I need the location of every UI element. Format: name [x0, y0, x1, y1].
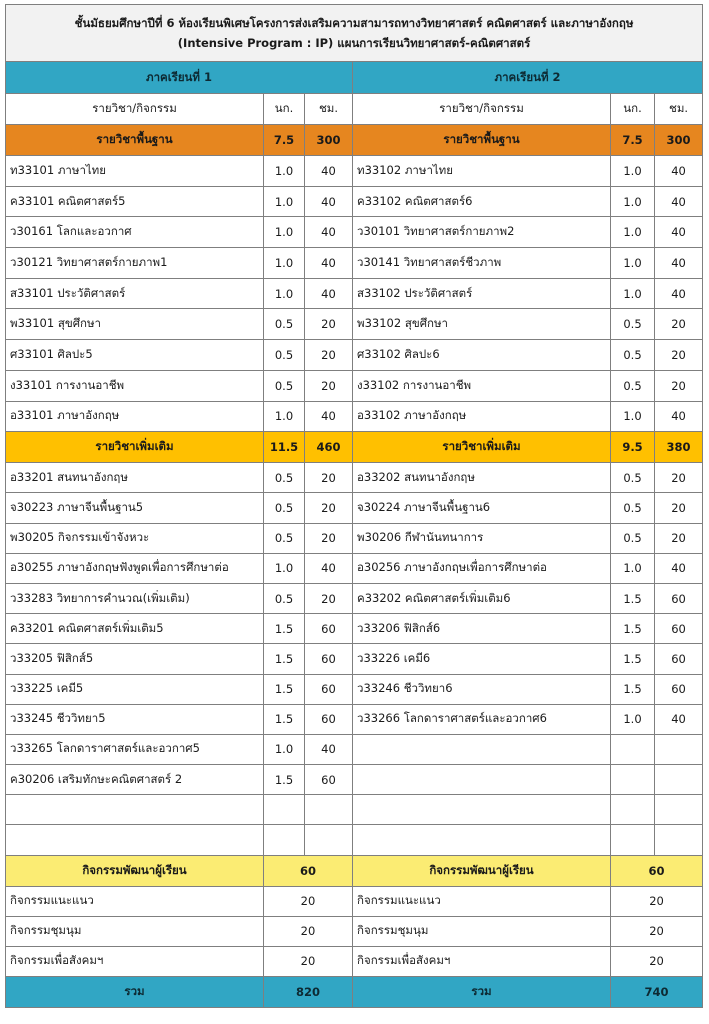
subject-credit: 1.0 — [264, 401, 305, 432]
total-label: รวม — [6, 976, 264, 1007]
extra-subject-row — [6, 795, 703, 825]
total-label: รวม — [353, 976, 611, 1007]
col-hours-header: ชม. — [305, 94, 353, 125]
subject-hours: 40 — [305, 553, 353, 583]
subject-credit — [611, 765, 655, 795]
subject-credit: 1.5 — [264, 674, 305, 704]
subject-credit: 0.5 — [611, 340, 655, 371]
subject-hours: 40 — [655, 217, 703, 248]
subject-credit: 0.5 — [264, 523, 305, 553]
subject-credit — [611, 734, 655, 764]
subject-hours: 20 — [655, 309, 703, 340]
subject-hours: 20 — [655, 463, 703, 493]
subject-hours: 60 — [305, 614, 353, 644]
column-header-row — [6, 94, 703, 125]
activities-category-hours: 60 — [611, 855, 703, 886]
subject-credit: 1.0 — [611, 278, 655, 309]
subject-name — [353, 795, 611, 825]
activity-row — [6, 916, 703, 946]
subject-name: ว33225 เคมี5 — [6, 674, 264, 704]
extra-category-hours: 380 — [655, 432, 703, 463]
subject-name: ว33205 ฟิสิกส์5 — [6, 644, 264, 674]
activity-hours: 20 — [611, 946, 703, 976]
basic-category-credit: 7.5 — [264, 125, 305, 156]
semester-label: ภาคเรียนที่ 2 — [353, 62, 703, 94]
activity-hours: 20 — [264, 886, 353, 916]
basic-subject-row — [6, 370, 703, 401]
activities-category-label: กิจกรรมพัฒนาผู้เรียน — [6, 855, 264, 886]
activity-name: กิจกรรมเพื่อสังคมฯ — [353, 946, 611, 976]
subject-name: ว33206 ฟิสิกส์6 — [353, 614, 611, 644]
subject-hours — [305, 795, 353, 825]
subject-credit: 1.0 — [611, 401, 655, 432]
activity-name: กิจกรรมแนะแนว — [6, 886, 264, 916]
subject-name: ว33226 เคมี6 — [353, 644, 611, 674]
basic-subject-row — [6, 278, 703, 309]
subject-hours: 60 — [655, 674, 703, 704]
subject-hours: 60 — [655, 583, 703, 613]
subject-credit: 1.0 — [611, 156, 655, 187]
subject-credit: 1.0 — [264, 156, 305, 187]
activities-category-hours: 60 — [264, 855, 353, 886]
subject-credit: 0.5 — [264, 370, 305, 401]
subject-hours: 20 — [305, 463, 353, 493]
subject-hours: 20 — [305, 523, 353, 553]
subject-hours: 40 — [655, 553, 703, 583]
extra-subject-row — [6, 765, 703, 795]
subject-hours: 40 — [305, 156, 353, 187]
subject-hours: 60 — [305, 704, 353, 734]
subject-name — [353, 765, 611, 795]
subject-name — [353, 825, 611, 855]
subject-hours: 60 — [655, 614, 703, 644]
extra-subject-row — [6, 674, 703, 704]
col-credit-header: นก. — [264, 94, 305, 125]
subject-name: ค33201 คณิตศาสตร์เพิ่มเติม5 — [6, 614, 264, 644]
col-hours-header: ชม. — [655, 94, 703, 125]
activity-hours: 20 — [611, 916, 703, 946]
subject-hours: 40 — [655, 248, 703, 279]
subject-hours: 40 — [655, 704, 703, 734]
activities-category-label: กิจกรรมพัฒนาผู้เรียน — [353, 855, 611, 886]
title-line-1: ชั้นมัธยมศึกษาปีที่ 6 ห้องเรียนพิเศษโครงการส่งเสริมความสามารถทางวิทยาศาสตร์ คณิตศาสตร์ และภาษาอังกฤษ — [74, 16, 634, 30]
subject-name: ส33101 ประวัติศาสตร์ — [6, 278, 264, 309]
extra-subject-row — [6, 553, 703, 583]
subject-credit: 1.0 — [264, 734, 305, 764]
subject-hours: 40 — [655, 401, 703, 432]
activity-hours: 20 — [264, 916, 353, 946]
subject-hours: 40 — [655, 156, 703, 187]
subject-credit: 1.0 — [611, 553, 655, 583]
col-subject-header: รายวิชา/กิจกรรม — [353, 94, 611, 125]
subject-name: ค33102 คณิตศาสตร์6 — [353, 186, 611, 217]
subject-hours: 40 — [305, 217, 353, 248]
extra-category-credit: 9.5 — [611, 432, 655, 463]
curriculum-table — [5, 4, 703, 1008]
activity-name: กิจกรรมชุมนุม — [353, 916, 611, 946]
semester-header-row — [6, 62, 703, 94]
subject-hours — [655, 795, 703, 825]
subject-credit: 1.5 — [264, 644, 305, 674]
subject-name — [6, 825, 264, 855]
subject-hours — [655, 825, 703, 855]
extra-category-label: รายวิชาเพิ่มเติม — [353, 432, 611, 463]
col-subject-header: รายวิชา/กิจกรรม — [6, 94, 264, 125]
basic-category-row — [6, 125, 703, 156]
subject-name: จ30224 ภาษาจีนพื้นฐาน6 — [353, 493, 611, 523]
subject-name: ง33102 การงานอาชีพ — [353, 370, 611, 401]
extra-category-label: รายวิชาเพิ่มเติม — [6, 432, 264, 463]
subject-credit: 1.5 — [264, 765, 305, 795]
subject-credit — [264, 795, 305, 825]
subject-name: ว30121 วิทยาศาสตร์กายภาพ1 — [6, 248, 264, 279]
subject-credit: 0.5 — [611, 493, 655, 523]
subject-credit: 0.5 — [611, 370, 655, 401]
extra-subject-row — [6, 583, 703, 613]
subject-credit: 0.5 — [264, 583, 305, 613]
subject-name — [6, 795, 264, 825]
subject-name: ท33102 ภาษาไทย — [353, 156, 611, 187]
total-hours: 740 — [611, 976, 703, 1007]
subject-name: ท33101 ภาษาไทย — [6, 156, 264, 187]
activity-name: กิจกรรมชุมนุม — [6, 916, 264, 946]
subject-name: พ33102 สุขศึกษา — [353, 309, 611, 340]
subject-name: ศ33102 ศิลปะ6 — [353, 340, 611, 371]
subject-name: อ33201 สนทนาอังกฤษ — [6, 463, 264, 493]
subject-credit: 1.5 — [264, 614, 305, 644]
subject-credit: 0.5 — [264, 340, 305, 371]
subject-hours: 40 — [305, 734, 353, 764]
subject-hours: 60 — [655, 644, 703, 674]
extra-subject-row — [6, 734, 703, 764]
subject-name: พ30205 กิจกรรมเข้าจังหวะ — [6, 523, 264, 553]
total-hours: 820 — [264, 976, 353, 1007]
subject-name: อ33102 ภาษาอังกฤษ — [353, 401, 611, 432]
total-row — [6, 976, 703, 1007]
subject-hours — [305, 825, 353, 855]
activity-name: กิจกรรมเพื่อสังคมฯ — [6, 946, 264, 976]
basic-subject-row — [6, 340, 703, 371]
extra-subject-row — [6, 493, 703, 523]
basic-subject-row — [6, 309, 703, 340]
subject-name: พ30206 กีฬานันทนาการ — [353, 523, 611, 553]
subject-name: อ30255 ภาษาอังกฤษฟังพูดเพื่อการศึกษาต่อ — [6, 553, 264, 583]
basic-category-label: รายวิชาพื้นฐาน — [353, 125, 611, 156]
basic-subject-row — [6, 401, 703, 432]
subject-name: ว30101 วิทยาศาสตร์กายภาพ2 — [353, 217, 611, 248]
subject-credit: 0.5 — [264, 463, 305, 493]
subject-name: ส33102 ประวัติศาสตร์ — [353, 278, 611, 309]
subject-name: ค30206 เสริมทักษะคณิตศาสตร์ 2 — [6, 765, 264, 795]
basic-category-label: รายวิชาพื้นฐาน — [6, 125, 264, 156]
subject-name: ว33283 วิทยาการคำนวณ(เพิ่มเติม) — [6, 583, 264, 613]
subject-credit: 1.0 — [264, 217, 305, 248]
subject-hours: 20 — [305, 493, 353, 523]
subject-name: อ33101 ภาษาอังกฤษ — [6, 401, 264, 432]
subject-hours: 20 — [305, 583, 353, 613]
subject-name: ว33265 โลกดาราศาสตร์และอวกาศ5 — [6, 734, 264, 764]
basic-subject-row — [6, 186, 703, 217]
extra-subject-row — [6, 523, 703, 553]
extra-category-hours: 460 — [305, 432, 353, 463]
subject-credit: 0.5 — [611, 463, 655, 493]
title-line-2: (Intensive Program : IP) แผนการเรียนวิทยาศาสตร์-คณิตศาสตร์ — [177, 36, 531, 50]
subject-credit: 1.0 — [264, 278, 305, 309]
subject-name: ว30161 โลกและอวกาศ — [6, 217, 264, 248]
extra-subject-row — [6, 614, 703, 644]
basic-subject-row — [6, 248, 703, 279]
subject-credit: 1.0 — [611, 186, 655, 217]
subject-credit: 1.0 — [611, 248, 655, 279]
subject-hours: 20 — [655, 523, 703, 553]
title-row — [6, 5, 703, 62]
extra-category-row — [6, 432, 703, 463]
subject-name: พ33101 สุขศึกษา — [6, 309, 264, 340]
subject-credit: 1.0 — [611, 217, 655, 248]
subject-credit: 1.5 — [264, 704, 305, 734]
activity-row — [6, 886, 703, 916]
subject-credit — [611, 795, 655, 825]
activity-hours: 20 — [611, 886, 703, 916]
subject-credit: 0.5 — [611, 309, 655, 340]
basic-category-hours: 300 — [305, 125, 353, 156]
subject-hours: 20 — [305, 309, 353, 340]
activity-hours: 20 — [264, 946, 353, 976]
subject-hours: 60 — [305, 765, 353, 795]
basic-subject-row — [6, 217, 703, 248]
subject-hours: 40 — [305, 278, 353, 309]
subject-credit: 1.0 — [264, 186, 305, 217]
subject-credit: 0.5 — [264, 493, 305, 523]
subject-hours: 40 — [305, 186, 353, 217]
extra-subject-row — [6, 704, 703, 734]
extra-subject-row — [6, 644, 703, 674]
subject-hours: 20 — [655, 340, 703, 371]
subject-name: ง33101 การงานอาชีพ — [6, 370, 264, 401]
subject-hours — [655, 734, 703, 764]
subject-hours: 20 — [305, 370, 353, 401]
basic-category-credit: 7.5 — [611, 125, 655, 156]
subject-name: ค33101 คณิตศาสตร์5 — [6, 186, 264, 217]
subject-name: ว33266 โลกดาราศาสตร์และอวกาศ6 — [353, 704, 611, 734]
subject-name: ว33246 ชีววิทยา6 — [353, 674, 611, 704]
subject-name: อ33202 สนทนาอังกฤษ — [353, 463, 611, 493]
subject-credit — [264, 825, 305, 855]
extra-subject-row — [6, 825, 703, 855]
curriculum-table-body — [6, 5, 703, 1008]
subject-hours: 60 — [305, 644, 353, 674]
extra-subject-row — [6, 463, 703, 493]
title-cell — [6, 5, 703, 62]
subject-hours: 20 — [305, 340, 353, 371]
semester-label: ภาคเรียนที่ 1 — [6, 62, 353, 94]
subject-name — [353, 734, 611, 764]
subject-credit: 1.5 — [611, 644, 655, 674]
subject-credit: 1.0 — [264, 553, 305, 583]
subject-name: ศ33101 ศิลปะ5 — [6, 340, 264, 371]
subject-hours: 40 — [305, 248, 353, 279]
subject-name: จ30223 ภาษาจีนพื้นฐาน5 — [6, 493, 264, 523]
basic-subject-row — [6, 156, 703, 187]
subject-credit: 1.0 — [264, 248, 305, 279]
basic-category-hours: 300 — [655, 125, 703, 156]
subject-credit: 1.5 — [611, 583, 655, 613]
subject-name: ค33202 คณิตศาสตร์เพิ่มเติม6 — [353, 583, 611, 613]
activity-name: กิจกรรมแนะแนว — [353, 886, 611, 916]
subject-hours: 40 — [305, 401, 353, 432]
subject-credit — [611, 825, 655, 855]
activities-category-row — [6, 855, 703, 886]
extra-category-credit: 11.5 — [264, 432, 305, 463]
subject-hours — [655, 765, 703, 795]
subject-hours: 20 — [655, 493, 703, 523]
subject-name: ว30141 วิทยาศาสตร์ชีวภาพ — [353, 248, 611, 279]
subject-credit: 0.5 — [611, 523, 655, 553]
subject-hours: 40 — [655, 186, 703, 217]
subject-name: อ30256 ภาษาอังกฤษเพื่อการศึกษาต่อ — [353, 553, 611, 583]
subject-hours: 20 — [655, 370, 703, 401]
col-credit-header: นก. — [611, 94, 655, 125]
subject-credit: 1.5 — [611, 614, 655, 644]
activity-row — [6, 946, 703, 976]
subject-credit: 0.5 — [264, 309, 305, 340]
subject-hours: 60 — [305, 674, 353, 704]
subject-credit: 1.5 — [611, 674, 655, 704]
subject-hours: 40 — [655, 278, 703, 309]
subject-credit: 1.0 — [611, 704, 655, 734]
subject-name: ว33245 ชีววิทยา5 — [6, 704, 264, 734]
